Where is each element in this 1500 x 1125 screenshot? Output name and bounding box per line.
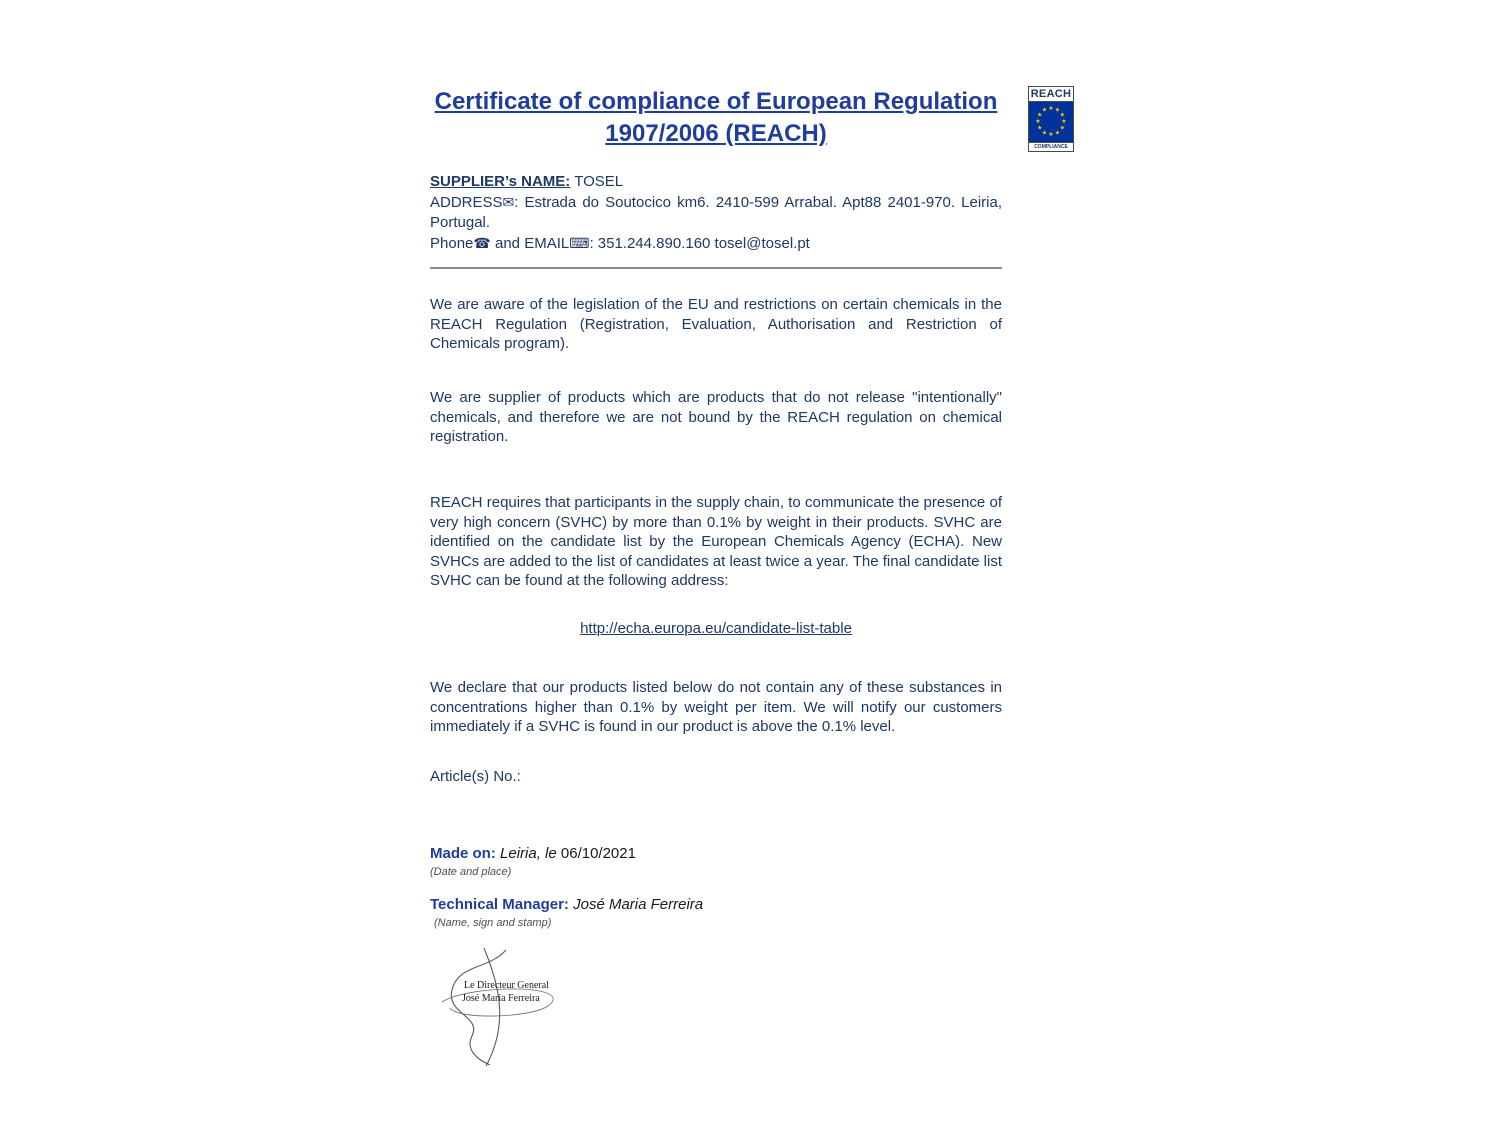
supplier-block xyxy=(430,172,1002,254)
document-title-line2: 1907/2006 (REACH) xyxy=(605,120,827,147)
eu-star-icon: ★ xyxy=(1035,119,1041,125)
paragraph-supplier-statement: We are supplier of products which are products that do not release "intentionally" chemicals, and therefore we are not bound by the REACH regulation on chemical registration. xyxy=(430,389,1002,445)
document-title xyxy=(430,86,1002,150)
section-divider xyxy=(430,267,1002,269)
eu-star-icon: ★ xyxy=(1041,130,1048,137)
eu-star-icon: ★ xyxy=(1059,125,1065,132)
computer-icon: ⌨ xyxy=(569,235,590,251)
address-label: ADDRESS xyxy=(430,194,503,211)
document-title-line1: Certificate of compliance of European Regulation xyxy=(434,88,998,115)
phone-label: Phone xyxy=(430,235,474,252)
eu-star-icon: ★ xyxy=(1059,112,1065,119)
made-on-label: Made on: xyxy=(430,845,496,862)
signature-stamp-line2: José Maria Ferreira xyxy=(462,993,540,1004)
candidate-list-link-row xyxy=(430,620,1002,637)
address-value: : Estrada do Soutocico km6. 2410-599 Arrabal. Apt88 2401-970. Leiria, Portugal. xyxy=(430,194,1002,231)
signature-stamp-line1: Le Directeur General xyxy=(464,980,549,991)
eu-star-icon: ★ xyxy=(1048,106,1054,112)
signature-stroke xyxy=(451,950,506,1065)
supplier-name-label: SUPPLIER’s NAME: xyxy=(430,173,571,190)
reach-compliance-logo xyxy=(1028,86,1074,152)
supplier-name-line xyxy=(430,172,1002,192)
made-on-date: 06/10/2021 xyxy=(560,845,636,862)
supplier-contact-line xyxy=(430,233,1002,254)
made-on-place: Leiria, le xyxy=(500,845,557,862)
candidate-list-link[interactable]: http://echa.europa.eu/candidate-list-table xyxy=(580,620,852,637)
signature-graphic xyxy=(428,948,608,1068)
eu-star-icon: ★ xyxy=(1037,112,1043,119)
contact-value: : 351.244.890.160 tosel@tosel.pt xyxy=(589,235,810,252)
date-place-note: (Date and place) xyxy=(430,866,512,878)
eu-star-icon: ★ xyxy=(1048,132,1054,138)
eu-flag-icon xyxy=(1029,102,1073,142)
eu-star-icon: ★ xyxy=(1037,125,1043,132)
reach-logo-compliance-label: COMPLIANCE xyxy=(1029,142,1073,151)
signature-block xyxy=(428,948,608,1073)
eu-star-icon: ★ xyxy=(1054,130,1061,137)
signature-stroke xyxy=(484,948,500,1066)
paragraph-reach-requirements: REACH requires that participants in the supply chain, to communicate the presence of very high concern (SVHC) by more than 0.1% by weight in their products. SVHC are identified on the candidate list by the European Chemicals Agency (ECHA). New SVHCs are added to the list of candidates at least twice a year. The final candidate list SVHC can be found at the following address: xyxy=(430,494,1002,589)
article-number-label: Article(s) No.: xyxy=(430,768,521,785)
paragraph-declaration: We declare that our products listed below do not contain any of these substances in concentrations higher than 0.1% by weight per item. We will notify our customers immediately if a SVHC is found in our product is above the 0.1% level. xyxy=(430,679,1002,735)
sign-stamp-note: (Name, sign and stamp) xyxy=(434,917,552,929)
eu-star-icon: ★ xyxy=(1061,119,1067,125)
eu-star-icon: ★ xyxy=(1041,107,1048,114)
supplier-address-line xyxy=(430,192,1002,233)
technical-manager-label: Technical Manager: xyxy=(430,896,569,913)
email-label: and EMAIL xyxy=(490,235,570,252)
technical-manager-line xyxy=(430,896,1002,913)
paragraph-awareness: We are aware of the legislation of the EU and restrictions on certain chemicals in the REACH Regulation (Registration, Evaluation, Authorisation and Restriction of Chemicals program). xyxy=(430,296,1002,352)
eu-star-icon: ★ xyxy=(1054,107,1061,114)
phone-icon: ☎ xyxy=(473,235,491,251)
made-on-line xyxy=(430,845,1002,862)
envelope-icon: ✉ xyxy=(502,194,515,210)
reach-logo-label: REACH xyxy=(1030,88,1072,100)
supplier-name-value: TOSEL xyxy=(574,173,624,190)
technical-manager-name: José Maria Ferreira xyxy=(573,896,704,913)
